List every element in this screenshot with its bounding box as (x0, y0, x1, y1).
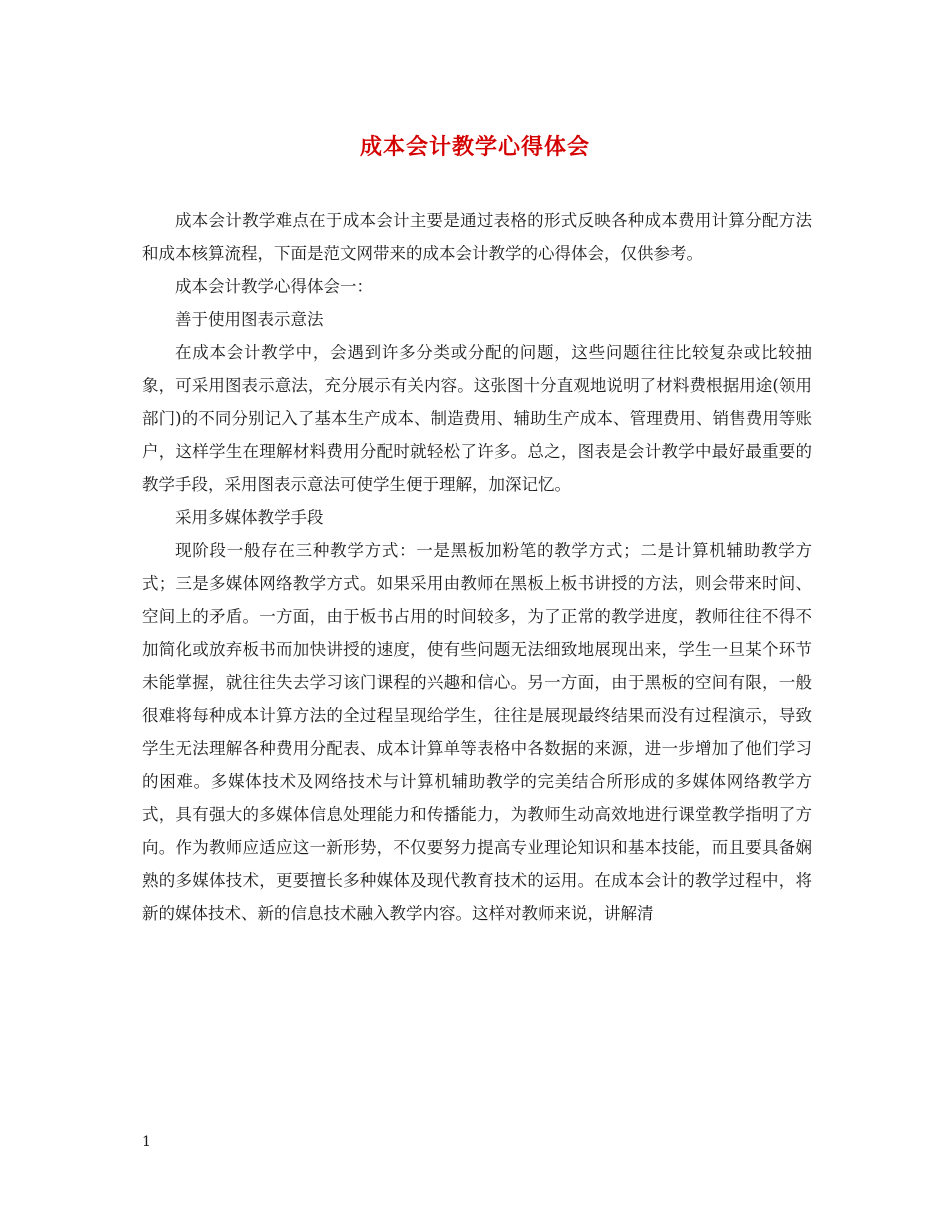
paragraph-subheading-multimedia: 采用多媒体教学手段 (175, 508, 324, 527)
document-title: 成本会计教学心得体会 (359, 134, 590, 160)
document-body (142, 204, 812, 930)
paragraph-intro: 成本会计教学难点在于成本会计主要是通过表格的形式反映各种成本费用计算分配方法和成本核算流程，下面是范文网带来的成本会计教学的心得体会，仅供参考。 (142, 211, 812, 263)
paragraph-section-heading: 成本会计教学心得体会一： (175, 277, 373, 296)
paragraph-multimedia-body: 现阶段一般存在三种教学方式：一是黑板加粉笔的教学方式；二是计算机辅助教学方式；三是多媒体网络教学方式。如果采用由教师在黑板上板书讲授的方法，则会带来时间、空间上的矛盾。一方面，由于板书占用的时间较多，为了正常的教学进度，教师往往不得不加简化或放弃板书而加快讲授的速度，使有些问题无法细致地展现出来，学生一旦某个环节未能掌握，就往往失去学习该门课程的兴趣和信心。另一方面，由于黑板的空间有限，一般很难将每种成本计算方法的全过程呈现给学生，往往是展现最终结果而没有过程演示，导致学生无法理解各种费用分配表、成本计算单等表格中各数据的来源，进一步增加了他们学习的困难。多媒体技术及网络技术与计算机辅助教学的完美结合所形成的多媒体网络教学方式，具有强大的多媒体信息处理能力和传播能力，为教师生动高效地进行课堂教学指明了方向。作为教师应适应这一新形势，不仅要努力提高专业理论知识和基本技能，而且要具备娴熟的多媒体技术，更要擅长多种媒体及现代教育技术的运用。在成本会计的教学过程中，将新的媒体技术、新的信息技术融入教学内容。这样对教师来说，讲解清 (142, 541, 812, 923)
paragraph-subheading-charts: 善于使用图表示意法 (175, 310, 324, 329)
paragraph-charts-body: 在成本会计教学中，会遇到许多分类或分配的问题，这些问题往往比较复杂或比较抽象，可采用图表示意法，充分展示有关内容。这张图十分直观地说明了材料费根据用途(领用部门)的不同分别记入了基本生产成本、制造费用、辅助生产成本、管理费用、销售费用等账户，这样学生在理解材料费用分配时就轻松了许多。总之，图表是会计教学中最好最重要的教学手段，采用图表示意法可使学生便于理解，加深记忆。 (142, 343, 812, 494)
page-number: 1 (142, 1134, 151, 1150)
